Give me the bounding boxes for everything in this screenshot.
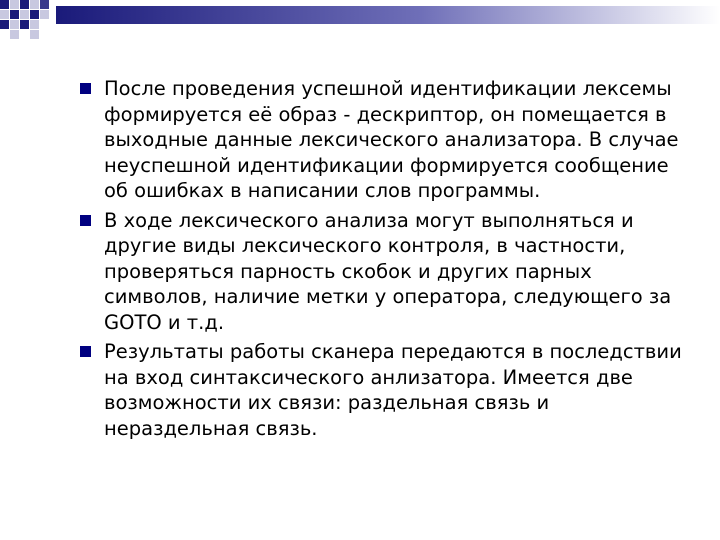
header-gradient-band <box>56 6 720 24</box>
square-bullet-icon <box>80 346 91 357</box>
bullet-item <box>78 208 688 336</box>
bullet-text: В ходе лексического анализа могут выполняться и другие виды лексического контроля, в частности, проверяться парность скобок и других парных символов, наличие метки у оператора, следующего за GOTO и т.д. <box>104 208 672 334</box>
bullet-list <box>78 76 688 445</box>
square-bullet-icon <box>80 83 91 94</box>
bullet-item <box>78 76 688 204</box>
bullet-item <box>78 339 688 441</box>
bullet-text: Результаты работы сканера передаются в последствии на вход синтаксического анлизатора. Имеется две возможности их связи: раздельная связь и нераздельная связь. <box>104 340 682 440</box>
bullet-text: После проведения успешной идентификации лексемы формируется её образ - дескриптор, он помещается в выходные данные лексического анализатора. В случае неуспешной идентификации формируется сообщение об ошибках в написании слов программы. <box>104 77 679 202</box>
square-bullet-icon <box>80 215 91 226</box>
header-checker-squares <box>0 0 49 39</box>
header-decoration <box>0 0 720 40</box>
